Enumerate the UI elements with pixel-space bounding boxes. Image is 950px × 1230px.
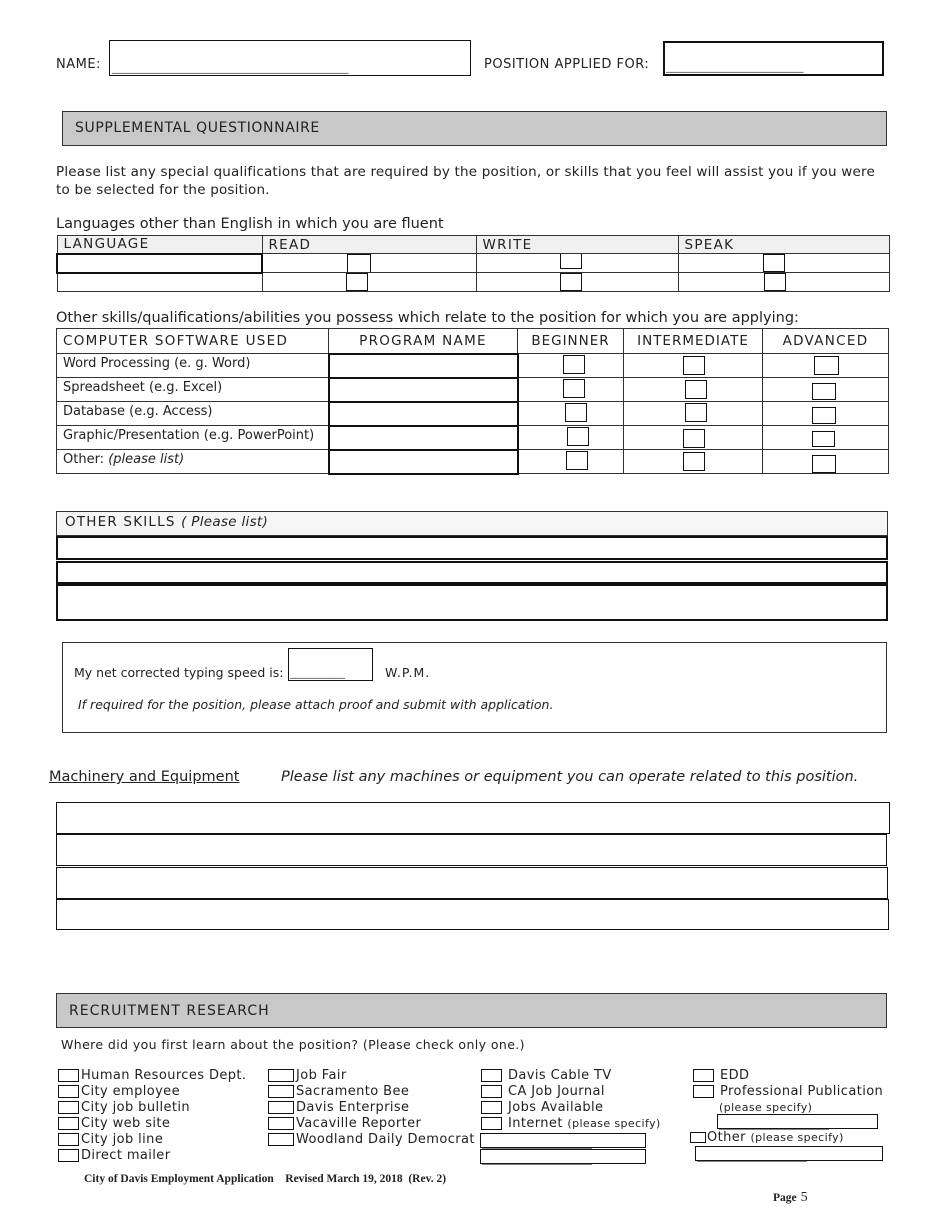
languages-heading: Languages other than English in which you are fluent bbox=[56, 216, 444, 232]
sw-row2-advanced-checkbox[interactable] bbox=[812, 383, 836, 400]
recruit-job-fair-checkbox[interactable] bbox=[268, 1069, 294, 1082]
machinery-title: Machinery and Equipment bbox=[49, 769, 240, 785]
typing-box bbox=[62, 642, 887, 733]
sw-row5-beginner bbox=[518, 450, 624, 474]
lang-col-write: WRITE bbox=[476, 236, 678, 254]
sw-row4-beginner bbox=[518, 426, 624, 450]
lang-col-speak: SPEAK bbox=[678, 236, 889, 254]
recruit-davis-enterprise-label: Davis Enterprise bbox=[296, 1100, 410, 1115]
sw-row4-advanced bbox=[763, 426, 889, 450]
recruit-prof-pub-label: Professional Publication bbox=[720, 1084, 884, 1099]
recruit-option[interactable] bbox=[58, 1148, 246, 1164]
other-skills-header bbox=[56, 511, 888, 536]
recruit-prof-pub-note: (please specify) bbox=[719, 1101, 813, 1114]
supplemental-intro: Please list any special qualifications that are required by the position, or skills that you feel will assist you if you were to be selected for the position. bbox=[56, 164, 875, 198]
supplemental-header: SUPPLEMENTAL QUESTIONNAIRE bbox=[62, 111, 887, 146]
recruit-option[interactable] bbox=[481, 1084, 661, 1100]
recruit-option[interactable] bbox=[481, 1100, 661, 1116]
recruit-option[interactable] bbox=[268, 1100, 475, 1116]
sw-row4-intermediate bbox=[624, 426, 763, 450]
sw-row1-beginner-checkbox[interactable] bbox=[563, 355, 585, 374]
recruit-job-bulletin-checkbox[interactable] bbox=[58, 1101, 79, 1114]
sw-row-label bbox=[57, 450, 329, 474]
recruit-city-employee-checkbox[interactable] bbox=[58, 1085, 79, 1098]
recruit-option[interactable] bbox=[268, 1068, 475, 1084]
recruit-city-employee-label: City employee bbox=[81, 1084, 180, 1099]
recruit-cable-tv-label: Davis Cable TV bbox=[508, 1068, 612, 1083]
recruit-web-site-label: City web site bbox=[81, 1116, 171, 1131]
lang-row2-write bbox=[476, 273, 678, 292]
prof-pub-specify-line: ____________________ bbox=[719, 1117, 829, 1130]
lang-row1-write bbox=[476, 254, 678, 273]
software-table bbox=[56, 328, 889, 475]
recruit-davis-enterprise-checkbox[interactable] bbox=[268, 1101, 294, 1114]
recruit-col2 bbox=[268, 1068, 475, 1148]
recruit-option[interactable] bbox=[693, 1084, 883, 1100]
machinery-line-3[interactable] bbox=[56, 867, 888, 899]
footer-page-number: 5 bbox=[800, 1190, 808, 1205]
sw-row5-label: Other: bbox=[63, 452, 105, 467]
sw-row5-advanced-checkbox[interactable] bbox=[812, 455, 836, 473]
sw-col-advanced: ADVANCED bbox=[763, 329, 889, 354]
sw-row1-intermediate bbox=[624, 354, 763, 378]
sw-row3-intermediate-checkbox[interactable] bbox=[685, 403, 707, 422]
other-specify-field[interactable] bbox=[695, 1146, 883, 1161]
recruit-web-site-checkbox[interactable] bbox=[58, 1117, 79, 1130]
sw-row1-program[interactable] bbox=[329, 354, 518, 378]
machinery-line-2[interactable] bbox=[56, 834, 887, 866]
sw-row-label bbox=[57, 426, 329, 450]
sw-row5-intermediate bbox=[624, 450, 763, 474]
sw-row4-program[interactable] bbox=[329, 426, 518, 450]
sw-row4-label: Graphic/Presentation (e.g. PowerPoint) bbox=[63, 428, 315, 443]
internet-specify-field-2[interactable] bbox=[480, 1149, 646, 1164]
typing-unit: W.P.M. bbox=[385, 665, 431, 680]
sw-row1-advanced-checkbox[interactable] bbox=[814, 356, 839, 375]
recruit-woodland-label: Woodland Daily Democrat bbox=[296, 1132, 475, 1147]
recruit-other-note: (please specify) bbox=[750, 1131, 844, 1144]
recruit-option[interactable] bbox=[58, 1100, 246, 1116]
recruit-option[interactable] bbox=[693, 1068, 883, 1084]
sw-col-intermediate: INTERMEDIATE bbox=[624, 329, 763, 354]
name-field[interactable] bbox=[109, 40, 471, 76]
other-skills-title: OTHER SKILLS bbox=[65, 514, 176, 530]
lang-row1-language[interactable] bbox=[57, 254, 262, 273]
sw-row1-advanced bbox=[763, 354, 889, 378]
lang-row1-read-checkbox[interactable] bbox=[347, 254, 371, 273]
recruit-edd-checkbox[interactable] bbox=[693, 1069, 714, 1082]
recruit-other-label: Other bbox=[707, 1130, 746, 1145]
sw-row3-advanced-checkbox[interactable] bbox=[812, 407, 836, 424]
recruit-option[interactable] bbox=[58, 1084, 246, 1100]
sw-row2-intermediate bbox=[624, 378, 763, 402]
machinery-line-1[interactable] bbox=[56, 802, 890, 834]
internet-specify-line-1: ____________________ bbox=[482, 1136, 592, 1149]
sw-row5-intermediate-checkbox[interactable] bbox=[683, 452, 705, 471]
lang-row2-language[interactable] bbox=[57, 273, 262, 292]
recruit-job-line-label: City job line bbox=[81, 1132, 164, 1147]
sw-row3-beginner bbox=[518, 402, 624, 426]
recruit-col4 bbox=[693, 1068, 883, 1116]
sw-row5-advanced bbox=[763, 450, 889, 474]
recruit-ca-job-journal-label: CA Job Journal bbox=[508, 1084, 605, 1099]
lang-row2-write-checkbox[interactable] bbox=[560, 273, 582, 291]
typing-speed-field[interactable] bbox=[288, 648, 373, 681]
recruit-jobs-available-label: Jobs Available bbox=[508, 1100, 604, 1115]
sw-row4-intermediate-checkbox[interactable] bbox=[683, 429, 705, 448]
sw-row2-beginner-checkbox[interactable] bbox=[563, 379, 585, 398]
recruit-edd-label: EDD bbox=[720, 1068, 750, 1083]
typing-note: If required for the position, please attach proof and submit with application. bbox=[78, 697, 554, 712]
sw-row3-advanced bbox=[763, 402, 889, 426]
recruit-ca-job-journal-checkbox[interactable] bbox=[481, 1085, 502, 1098]
recruit-sac-bee-label: Sacramento Bee bbox=[296, 1084, 410, 1099]
recruit-prof-pub-checkbox[interactable] bbox=[693, 1085, 714, 1098]
sw-col-program: PROGRAM NAME bbox=[329, 329, 518, 354]
lang-row1-speak-checkbox[interactable] bbox=[763, 254, 785, 272]
sw-row2-beginner bbox=[518, 378, 624, 402]
sw-col-software: COMPUTER SOFTWARE USED bbox=[57, 329, 329, 354]
sw-row3-beginner-checkbox[interactable] bbox=[565, 403, 587, 422]
sw-row1-intermediate-checkbox[interactable] bbox=[683, 356, 705, 375]
sw-row1-label: Word Processing (e. g. Word) bbox=[63, 356, 251, 371]
lang-row1-speak bbox=[678, 254, 889, 273]
recruit-vacaville-checkbox[interactable] bbox=[268, 1117, 294, 1130]
recruit-job-bulletin-label: City job bulletin bbox=[81, 1100, 191, 1115]
recruit-option[interactable] bbox=[58, 1132, 246, 1148]
recruit-woodland-checkbox[interactable] bbox=[268, 1133, 294, 1146]
name-field-line: ___________________________________________ bbox=[112, 61, 349, 74]
recruit-option[interactable] bbox=[481, 1116, 661, 1132]
prof-pub-specify-field[interactable] bbox=[717, 1114, 878, 1129]
languages-table bbox=[56, 235, 890, 292]
recruit-option[interactable] bbox=[481, 1068, 661, 1084]
recruit-other-checkbox[interactable] bbox=[690, 1132, 706, 1143]
footer-page-label: Page bbox=[773, 1192, 797, 1204]
recruit-cable-tv-checkbox[interactable] bbox=[481, 1069, 502, 1082]
recruit-col3 bbox=[481, 1068, 661, 1132]
recruit-internet-note: (please specify) bbox=[567, 1117, 661, 1130]
recruit-option[interactable] bbox=[690, 1130, 844, 1146]
sw-row4-advanced-checkbox[interactable] bbox=[812, 431, 835, 447]
lang-row2-read-checkbox[interactable] bbox=[346, 273, 368, 291]
recruit-option[interactable] bbox=[268, 1132, 475, 1148]
machinery-line-4[interactable] bbox=[56, 899, 889, 930]
sw-row3-label: Database (e.g. Access) bbox=[63, 404, 213, 419]
recruitment-question: Where did you first learn about the position? (Please check only one.) bbox=[61, 1037, 525, 1052]
lang-row1-read bbox=[262, 254, 476, 273]
recruit-option[interactable] bbox=[58, 1068, 246, 1084]
lang-row2-read bbox=[262, 273, 476, 292]
recruit-job-line-checkbox[interactable] bbox=[58, 1133, 79, 1146]
recruit-internet-label: Internet bbox=[508, 1116, 563, 1131]
position-label: POSITION APPLIED FOR: bbox=[484, 57, 650, 72]
recruit-internet-checkbox[interactable] bbox=[481, 1117, 502, 1130]
lang-row2-speak bbox=[678, 273, 889, 292]
recruit-job-fair-label: Job Fair bbox=[296, 1068, 347, 1083]
sw-row2-intermediate-checkbox[interactable] bbox=[685, 380, 707, 399]
footer-page bbox=[773, 1188, 808, 1206]
lang-col-language: LANGUAGE bbox=[57, 236, 262, 254]
recruit-sac-bee-checkbox[interactable] bbox=[268, 1085, 294, 1098]
sw-row2-label: Spreadsheet (e.g. Excel) bbox=[63, 380, 223, 395]
sw-row2-advanced bbox=[763, 378, 889, 402]
typing-label: My net corrected typing speed is: bbox=[74, 665, 284, 680]
sw-row-label bbox=[57, 354, 329, 378]
internet-specify-line-2: ____________________ bbox=[482, 1152, 592, 1165]
sw-row5-note: (please list) bbox=[108, 452, 185, 467]
other-skills-line-2[interactable] bbox=[56, 561, 888, 584]
other-skills-note: ( Please list) bbox=[181, 514, 269, 530]
recruit-option[interactable] bbox=[58, 1116, 246, 1132]
lang-row1-write-checkbox[interactable] bbox=[560, 254, 582, 270]
recruit-hr-label: Human Resources Dept. bbox=[81, 1068, 247, 1083]
sw-col-beginner: BEGINNER bbox=[518, 329, 624, 354]
machinery-note: Please list any machines or equipment you can operate related to this position. bbox=[281, 769, 859, 785]
lang-col-read: READ bbox=[262, 236, 476, 254]
recruit-col1 bbox=[58, 1068, 246, 1164]
sw-row1-beginner bbox=[518, 354, 624, 378]
other-skills-line-1[interactable] bbox=[56, 536, 888, 560]
other-specify-line: ____________________ bbox=[697, 1149, 807, 1162]
recruit-vacaville-label: Vacaville Reporter bbox=[296, 1116, 422, 1131]
sw-row3-intermediate bbox=[624, 402, 763, 426]
sw-row4-beginner-checkbox[interactable] bbox=[567, 427, 589, 446]
lang-row2-speak-checkbox[interactable] bbox=[764, 273, 786, 291]
other-skills-line-3[interactable] bbox=[56, 584, 888, 621]
sw-row-label bbox=[57, 402, 329, 426]
name-label: NAME: bbox=[56, 57, 101, 72]
recruitment-header: RECRUITMENT RESEARCH bbox=[56, 993, 887, 1028]
internet-specify-field-1[interactable] bbox=[480, 1133, 646, 1148]
recruit-jobs-available-checkbox[interactable] bbox=[481, 1101, 502, 1114]
sw-row-label bbox=[57, 378, 329, 402]
sw-row3-program[interactable] bbox=[329, 402, 518, 426]
recruit-option[interactable] bbox=[268, 1116, 475, 1132]
recruit-direct-mailer-label: Direct mailer bbox=[81, 1148, 171, 1163]
sw-row5-beginner-checkbox[interactable] bbox=[566, 451, 588, 470]
footer-text: City of Davis Employment Application Revised March 19, 2018 (Rev. 2) bbox=[84, 1173, 447, 1185]
skills-heading: Other skills/qualifications/abilities you possess which relate to the position for which you are applying: bbox=[56, 310, 799, 326]
recruit-hr-checkbox[interactable] bbox=[58, 1069, 79, 1082]
position-field-line: _________________________ bbox=[666, 60, 804, 73]
typing-speed-blank: __________ bbox=[290, 666, 345, 679]
sw-row5-program[interactable] bbox=[329, 450, 518, 474]
recruit-option[interactable] bbox=[268, 1084, 475, 1100]
position-field[interactable] bbox=[663, 41, 884, 76]
recruit-direct-mailer-checkbox[interactable] bbox=[58, 1149, 79, 1162]
sw-row2-program[interactable] bbox=[329, 378, 518, 402]
